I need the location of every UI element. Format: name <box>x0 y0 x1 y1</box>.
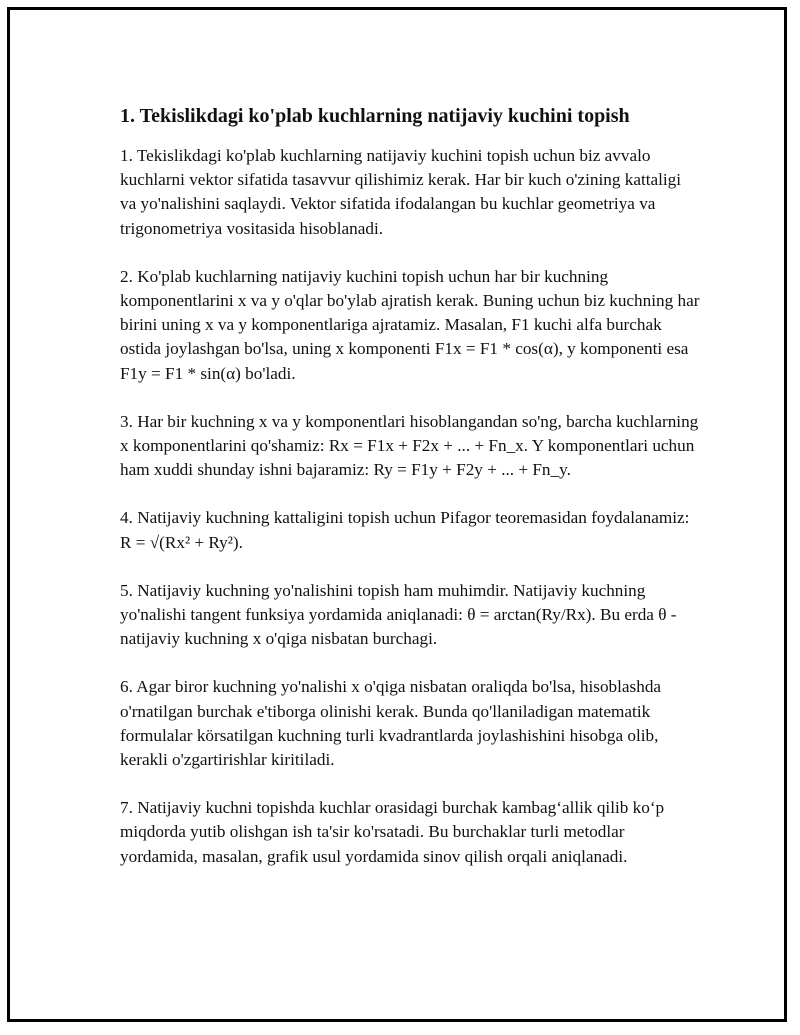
paragraph-3: 3. Har bir kuchning x va y komponentlari hisoblangandan so'ng, barcha kuchlarning x komponentlarini qo'shamiz: Rx = F1x + F2x + ... + Fn_x. Y komponentlari uchun ham xuddi shunday ishni bajaramiz: Ry = F1y + F2y + ... + Fn_y. <box>120 411 699 480</box>
paragraph-1: 1. Tekislikdagi ko'plab kuchlarning natijaviy kuchini topish uchun biz avvalo kuchlarni vektor sifatida tasavvur qilishimiz kerak. Har bir kuch o'zining kattaligi va yo'nalishini saqlaydi. Vektor sifatida ifodalangan bu kuchlar geometriya va trigonometriya vositasida hisoblanadi. <box>120 146 682 238</box>
paragraph-5: 5. Natijaviy kuchning yo'nalishini topish ham muhimdir. Natijaviy kuchning yo'nalishi tangent funksiya yordamida aniqlanadi: θ = arctan(Ry/Rx). Bu erda θ - natijaviy kuchning x o'qiga nisbatan burchagi. <box>120 580 677 649</box>
paragraph-2: 2. Ko'plab kuchlarning natijaviy kuchini topish uchun har bir kuchning komponentlarini x va y o'qlar bo'ylab ajratish kerak. Buning uchun biz kuchning har birini uning x va y komponentlariga ajratamiz. Masalan, F1 kuchi alfa burchak ostida joylashgan bo'lsa, uning x komponenti F1x = F1 * cos(α), y komponenti esa F1y = F1 * sin(α) bo'ladi. <box>120 266 700 383</box>
paragraph-7: 7. Natijaviy kuchni topishda kuchlar orasidagi burchak kambag‘allik qilib ko‘p miqdorda yutib olishgan ish ta'sir ko'rsatadi. Bu burchaklar turli metodlar yordamida, masalan, grafik usul yordamida sinov qilish orqali aniqlanadi. <box>120 798 665 866</box>
document-body <box>120 102 700 893</box>
page-title: 1. Tekislikdagi ko'plab kuchlarning natijaviy kuchini topish <box>120 105 630 127</box>
paragraph-4: 4. Natijaviy kuchning kattaligini topish uchun Pifagor teoremasidan foydalanamiz: R = √(Rx² + Ry²). <box>120 508 690 552</box>
paragraph-6: 6. Agar biror kuchning yo'nalishi x o'qiga nisbatan oraliqda bo'lsa, hisoblashda o'rnatilgan burchak e'tiborga olinishi kerak. Bunda qo'llaniladigan matematik formulalar körsatilgan kuchning turli kvadrantlarda joylashishini hisobga olib, kerakli o'zgartirishlar kiritiladi. <box>120 677 662 770</box>
document-page <box>7 7 787 1022</box>
